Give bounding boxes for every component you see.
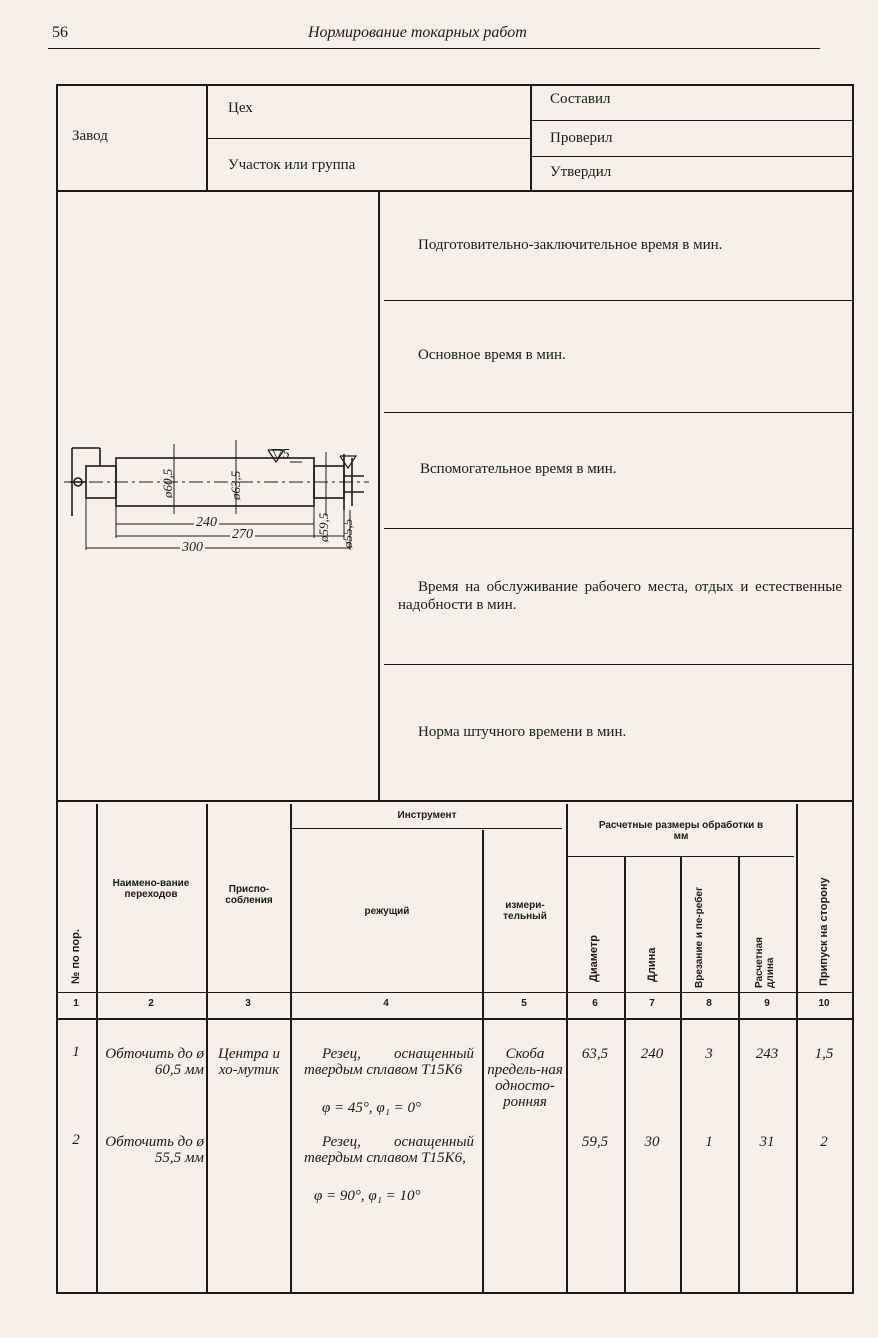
table-row-2-name: Обточить до ø 55,5 мм bbox=[105, 1134, 204, 1166]
dim-d59: ø59,5 bbox=[316, 512, 331, 542]
time-norma: Норма штучного времени в мин. bbox=[418, 724, 627, 740]
header-instrument: Инструмент bbox=[397, 810, 457, 821]
uchastok-label: Участок или группа bbox=[228, 157, 356, 173]
header-diametr: Диаметр bbox=[588, 935, 600, 982]
header-vrezanie: Врезание и пе-ребег bbox=[694, 886, 705, 988]
dim-d63: ø63,5 bbox=[228, 470, 243, 500]
time-obsluzhivanie: Время на обслуживание рабочего места, отдых и естественные надобности в мин. bbox=[398, 579, 842, 613]
header-raschetnaya: Расчетная длина bbox=[754, 937, 776, 988]
colnum-3: 3 bbox=[245, 998, 251, 1009]
table-row-1-diametr: 63,5 bbox=[581, 1046, 609, 1062]
header-prisposobleniya: Приспо-собления bbox=[225, 884, 273, 906]
header-pripusk: Припуск на сторону bbox=[818, 877, 830, 986]
frame-top bbox=[56, 84, 854, 86]
cell-prisposoblenie: Центра и хо-мутик bbox=[217, 1046, 280, 1078]
header-rezhushchiy: режущий bbox=[364, 906, 410, 917]
time-vspomogatelnoe: Вспомогательное время в мин. bbox=[420, 461, 617, 477]
colnum-1: 1 bbox=[73, 998, 79, 1009]
colnum-4: 4 bbox=[383, 998, 389, 1009]
zavod-label: Завод bbox=[72, 128, 108, 144]
table-row-2-n: 2 bbox=[72, 1132, 80, 1148]
sostavil-label: Составил bbox=[550, 91, 611, 107]
colnum-2: 2 bbox=[148, 998, 154, 1009]
colnum-9: 9 bbox=[764, 998, 770, 1009]
time-podgotovitelnoe: Подготовительно-заключительное время в мин. bbox=[418, 237, 723, 253]
colnum-10: 10 bbox=[818, 998, 830, 1009]
table-row-1-raschetnaya: 243 bbox=[755, 1046, 779, 1062]
table-row-2-dlina: 30 bbox=[644, 1134, 660, 1150]
finish-mark: ▽5 bbox=[272, 447, 290, 462]
page-number: 56 bbox=[52, 24, 68, 41]
dim-d55: ø55,5 bbox=[340, 518, 355, 548]
table-row-2-diametr: 59,5 bbox=[581, 1134, 609, 1150]
running-title: Нормирование токарных работ bbox=[308, 24, 527, 41]
proveril-label: Проверил bbox=[550, 130, 613, 146]
colnum-6: 6 bbox=[592, 998, 598, 1009]
table-row-2-rezhushchiy: Резец, оснащенный твердым сплавом Т15К6, bbox=[304, 1134, 474, 1166]
tseh-label: Цех bbox=[228, 100, 253, 116]
frame-bottom bbox=[56, 1292, 854, 1294]
dim-270: 270 bbox=[232, 527, 253, 542]
table-row-1-angles: φ = 45°, φ₁ = 0° bbox=[322, 1100, 422, 1116]
shaft-drawing bbox=[64, 436, 376, 566]
cell-izmeritelnyy: Скоба предель-ная односто-ронняя bbox=[487, 1046, 563, 1110]
table-row-2-angles: φ = 90°, φ₁ = 10° bbox=[314, 1188, 421, 1204]
dim-300: 300 bbox=[182, 540, 203, 555]
time-osnovnoe: Основное время в мин. bbox=[418, 347, 566, 363]
table-row-2-raschetnaya: 31 bbox=[759, 1134, 775, 1150]
colnum-7: 7 bbox=[649, 998, 655, 1009]
frame-left bbox=[56, 84, 58, 1294]
table-row-1-dlina: 240 bbox=[640, 1046, 664, 1062]
header-dlina: Длина bbox=[646, 947, 658, 982]
table-row-2-vrezanie: 1 bbox=[705, 1134, 713, 1150]
table-row-1-rezhushchiy: Резец, оснащенный твердым сплавом Т15К6 bbox=[304, 1046, 474, 1078]
header-nomer: № по пор. bbox=[70, 929, 82, 984]
table-row-1-n: 1 bbox=[72, 1044, 80, 1060]
dim-240: 240 bbox=[196, 515, 217, 530]
utverdil-label: Утвердил bbox=[550, 164, 612, 180]
frame-right bbox=[852, 84, 854, 1294]
table-row-1-name: Обточить до ø 60,5 мм bbox=[105, 1046, 204, 1078]
table-row-1-vrezanie: 3 bbox=[705, 1046, 713, 1062]
table-row-2-pripusk: 2 bbox=[820, 1134, 828, 1150]
header-naimenovanie: Наимено-вание переходов bbox=[112, 878, 190, 900]
dim-d60: ø60,5 bbox=[160, 468, 175, 498]
colnum-8: 8 bbox=[706, 998, 712, 1009]
header-raschetnye: Расчетные размеры обработки в мм bbox=[598, 820, 764, 842]
header-izmeritelnyy: измери-тельный bbox=[503, 900, 547, 922]
table-row-1-pripusk: 1,5 bbox=[814, 1046, 834, 1062]
header-rule bbox=[48, 48, 820, 49]
colnum-5: 5 bbox=[521, 998, 527, 1009]
